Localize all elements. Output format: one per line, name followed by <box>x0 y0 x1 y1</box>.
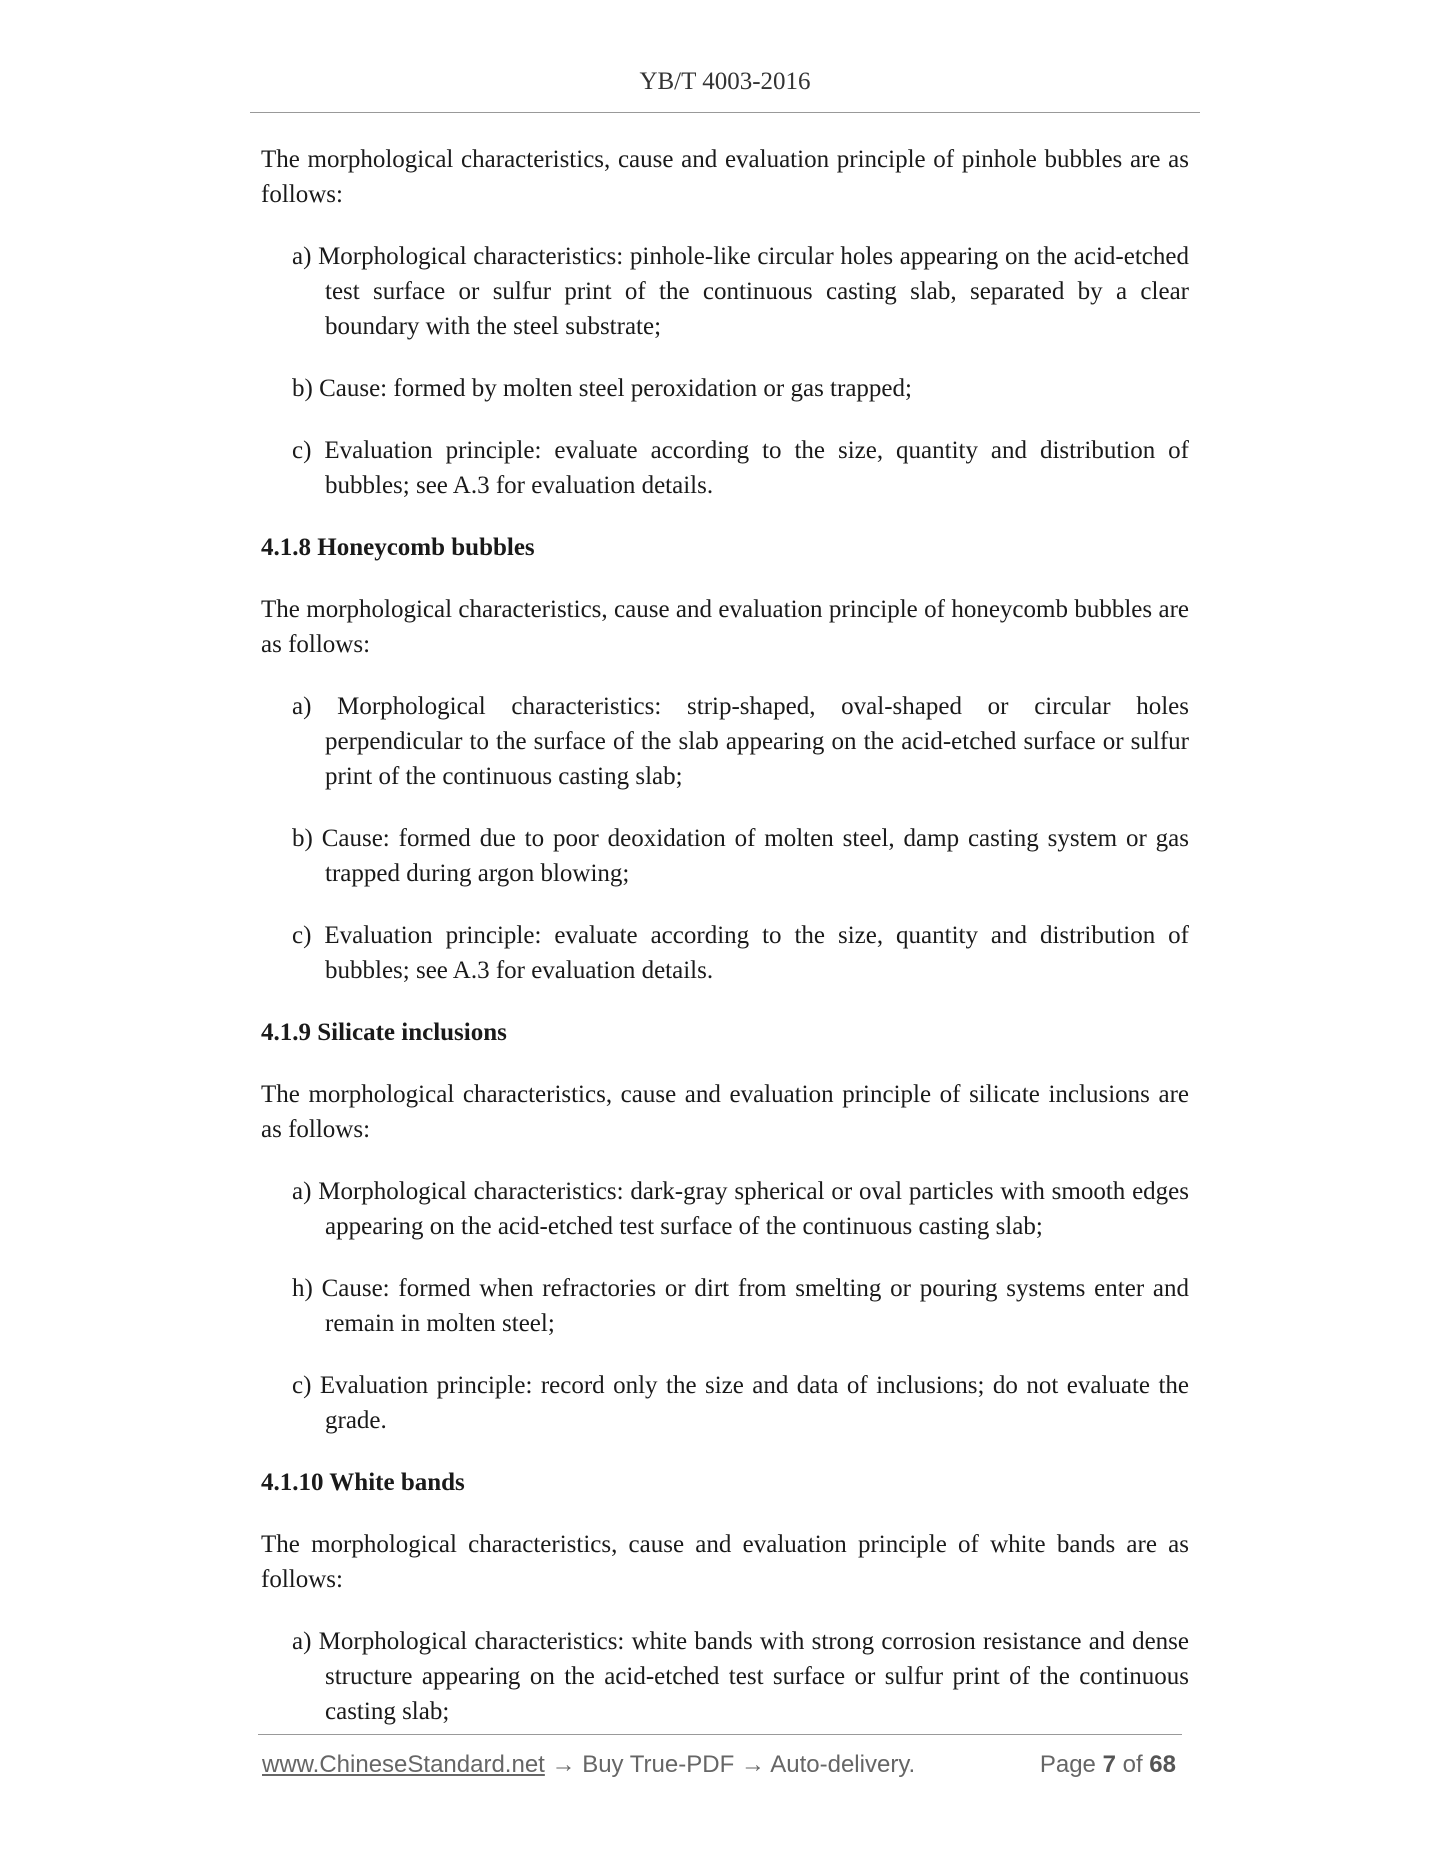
intro-white-bands-paragraph: The morphological characteristics, cause and evaluation principle of white bands are as follows: <box>261 1531 1189 1593</box>
page-label: Page <box>1039 1751 1096 1778</box>
honeycomb-item-a: a) Morphological characteristics: strip-shaped, oval-shaped or circular holes perpendicular to the surface of the slab appearing on the acid-etched surface or sulfur print of the continuous casting slab; <box>292 693 1189 790</box>
document-code: YB/T 4003-2016 <box>639 68 811 95</box>
silicate-item-a: a) Morphological characteristics: dark-gray spherical or oval particles with smooth edges appearing on the acid-etched test surface of the continuous casting slab; <box>292 1178 1189 1240</box>
pinhole-item-c: c) Evaluation principle: evaluate according to the size, quantity and distribution of bubbles; see A.3 for evaluation details. <box>292 437 1189 499</box>
intro-pinhole-paragraph: The morphological characteristics, cause and evaluation principle of pinhole bubbles are as follows: <box>261 146 1189 208</box>
honeycomb-item-b: b) Cause: formed due to poor deoxidation of molten steel, damp casting system or gas trapped during argon blowing; <box>292 825 1189 887</box>
footer-promo <box>262 1751 915 1779</box>
white-bands-item-a: a) Morphological characteristics: white bands with strong corrosion resistance and dense structure appearing on the acid-etched test surface or sulfur print of the continuous casting slab; <box>292 1628 1189 1725</box>
buy-true-pdf-text: Buy True-PDF <box>582 1751 735 1778</box>
auto-delivery-text: Auto-delivery. <box>770 1751 916 1778</box>
page-footer <box>262 1751 1182 1785</box>
footer-divider <box>258 1734 1182 1735</box>
page-content <box>261 142 1189 1756</box>
arrow-right-icon: → <box>740 1751 765 1778</box>
heading-4-1-9: 4.1.9 Silicate inclusions <box>261 1019 507 1046</box>
of-label: of <box>1122 1751 1143 1778</box>
page-number <box>1040 1751 1176 1779</box>
arrow-right-icon: → <box>551 1751 576 1778</box>
total-page-count: 68 <box>1149 1751 1176 1778</box>
pinhole-item-a: a) Morphological characteristics: pinhole-like circular holes appearing on the acid-etched test surface or sulfur print of the continuous casting slab, separated by a clear boundary with the steel substrate; <box>292 243 1189 340</box>
current-page-number: 7 <box>1102 1751 1116 1778</box>
silicate-item-h: h) Cause: formed when refractories or dirt from smelting or pouring systems enter and remain in molten steel; <box>292 1275 1189 1337</box>
intro-honeycomb-paragraph: The morphological characteristics, cause and evaluation principle of honeycomb bubbles are as follows: <box>261 596 1189 658</box>
heading-4-1-8: 4.1.8 Honeycomb bubbles <box>261 534 535 561</box>
pinhole-item-b: b) Cause: formed by molten steel peroxidation or gas trapped; <box>292 375 912 402</box>
page-header <box>250 64 1200 113</box>
website-link[interactable]: www.ChineseStandard.net <box>262 1751 545 1778</box>
heading-4-1-10: 4.1.10 White bands <box>261 1469 465 1496</box>
intro-silicate-paragraph: The morphological characteristics, cause and evaluation principle of silicate inclusions are as follows: <box>261 1081 1189 1143</box>
silicate-item-c: c) Evaluation principle: record only the size and data of inclusions; do not evaluate the grade. <box>292 1372 1189 1434</box>
honeycomb-item-c: c) Evaluation principle: evaluate according to the size, quantity and distribution of bubbles; see A.3 for evaluation details. <box>292 922 1189 984</box>
